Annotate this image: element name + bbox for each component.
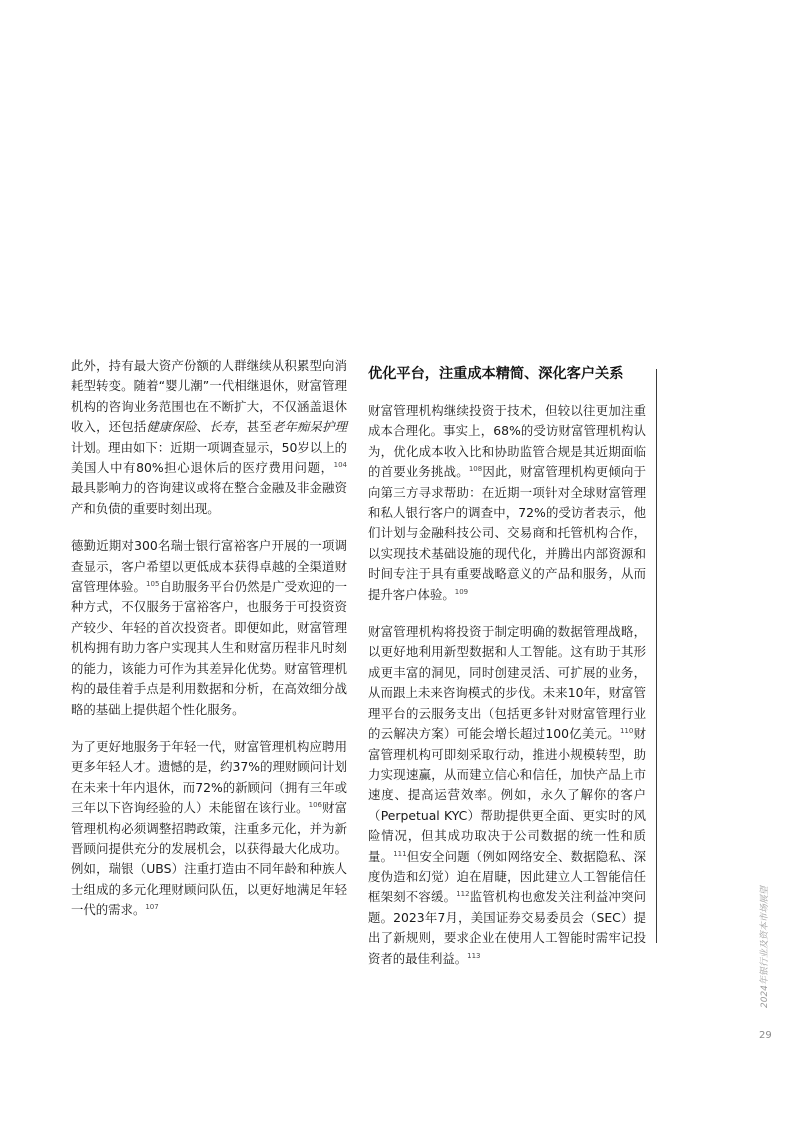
side-publication-label: 2024年银行业及资本市场展望 <box>760 886 770 1008</box>
body-text: 财富管理机构可即刻采取行动，推进小规模转型，助力实现速赢，从而建立信心和信任，加快产品上市速度、提高运营效率。例如，永久了解你的客户（Perpetual KYC）帮助提供更全面、更实时的风险情况，但其成功取决于公司数据的统一性和质量。 <box>368 726 646 864</box>
footnote-ref[interactable]: 111 <box>393 849 407 858</box>
body-text: 财富管理机构必须调整招聘政策，注重多元化，并为新晋顾问提供充分的发展机会，以获得最大化成功。例如，瑞银（UBS）注重打造由不同年龄和种族人士组成的多元化理财顾问队伍，以更好地满足年轻一代的需求。 <box>71 800 348 918</box>
column-divider <box>656 369 657 943</box>
right-paragraph-2 <box>368 622 646 969</box>
page-number: 29 <box>759 1030 772 1041</box>
body-text: 、 <box>196 419 210 435</box>
body-text: 财富管理机构将投资于制定明确的数据管理战略，以更好地利用新型数据和人工智能。这有助于其形成更丰富的洞见，同时创建灵活、可扩展的业务，从而跟上未来咨询模式的步伐。未来10年，财富管理平台的云服务支出（包括更多针对财富管理行业的云解决方案）可能会增长超过100亿美元。 <box>368 624 646 742</box>
footnote-ref[interactable]: 112 <box>456 890 470 899</box>
body-text: 计划。理由如下：近期一项调查显示，50岁以上的美国人中有80%担心退休后的医疗费用问题， <box>71 439 347 476</box>
left-paragraph-3 <box>71 737 347 921</box>
footnote-ref[interactable]: 105 <box>146 580 160 589</box>
footnote-ref[interactable]: 110 <box>619 727 634 736</box>
right-column <box>368 356 646 986</box>
right-paragraph-1 <box>368 401 646 605</box>
footnote-ref[interactable]: 113 <box>467 951 481 960</box>
body-text: 为了更好地服务于年轻一代，财富管理机构应聘用更多年轻人才。遗憾的是，约37%的理财顾问计划在未来十年内退休，而72%的新顾问（拥有三年或三年以下咨询经验的人）未能留在该行业。 <box>71 738 347 816</box>
footnote-ref[interactable]: 106 <box>308 801 322 810</box>
body-text: 财富管理机构继续投资于技术，但较以往更加注重成本合理化。事实上，68%的受访财富管理机构认为，优化成本收入比和协助监管合规是其近期面临的首要业务挑战。 <box>368 403 646 480</box>
body-text: 德勤近期对300名瑞士银行富裕客户开展的一项调查显示，客户希望以更低成本获得卓越的全渠道财富管理体验。 <box>71 538 347 595</box>
emphasis-text: 老年痴呆护理 <box>271 419 348 435</box>
left-column <box>71 356 347 938</box>
left-paragraph-2 <box>71 536 347 720</box>
body-text: 监管机构也愈发关注利益冲突问题。2023年7月，美国证券交易委员会（SEC）提出了新规则，要求企业在使用人工智能时需牢记投资者的最佳利益。 <box>368 889 647 966</box>
footnote-ref[interactable]: 108 <box>468 465 483 474</box>
body-text: 自助服务平台仍然是广受欢迎的一种方式，不仅服务于富裕客户，也服务于可投资资产较少、年轻的首次投资者。即便如此，财富管理机构拥有助力客户实现其人生和财富历程非凡时刻的能力，该能力可作为其差异化优势。财富管理机构的最佳着手点是利用数据和分析，在高效细分战略的基础上提供超个性化服务。 <box>71 579 348 717</box>
body-text: 最具影响力的咨询建议或将在整合金融及非金融资产和负债的重要时刻出现。 <box>71 480 347 516</box>
body-text: 此外，持有最大资产份额的人群继续从积累型向消耗型转变。随着“婴儿潮”一代相继退休，财富管理机构的咨询业务范围也在不断扩大，不仅涵盖退休收入，还包括 <box>71 358 347 435</box>
footnote-ref[interactable]: 104 <box>333 461 347 470</box>
body-text: 但安全问题（例如网络安全、数据隐私、深度伪造和幻觉）迫在眉睫，因此建立人工智能信任框架刻不容缓。 <box>368 848 647 905</box>
footnote-ref[interactable]: 109 <box>454 587 469 596</box>
left-paragraph-1 <box>71 356 347 519</box>
footnote-ref[interactable]: 107 <box>145 903 159 912</box>
emphasis-text: 长寿 <box>209 419 235 435</box>
section-heading: 优化平台，注重成本精简、深化客户关系 <box>368 366 624 382</box>
body-text: 因此，财富管理机构更倾向于向第三方寻求帮助：在近期一项针对全球财富管理和私人银行客户的调查中，72%的受访者表示，他们计划与金融科技公司、交易商和托管机构合作，以实现技术基础设施的现代化，并腾出内部资源和时间专注于具有重要战略意义的产品和服务，从而提升客户体验。 <box>368 464 647 602</box>
body-text: ，甚至 <box>234 419 272 435</box>
emphasis-text: 健康保险 <box>146 419 197 435</box>
